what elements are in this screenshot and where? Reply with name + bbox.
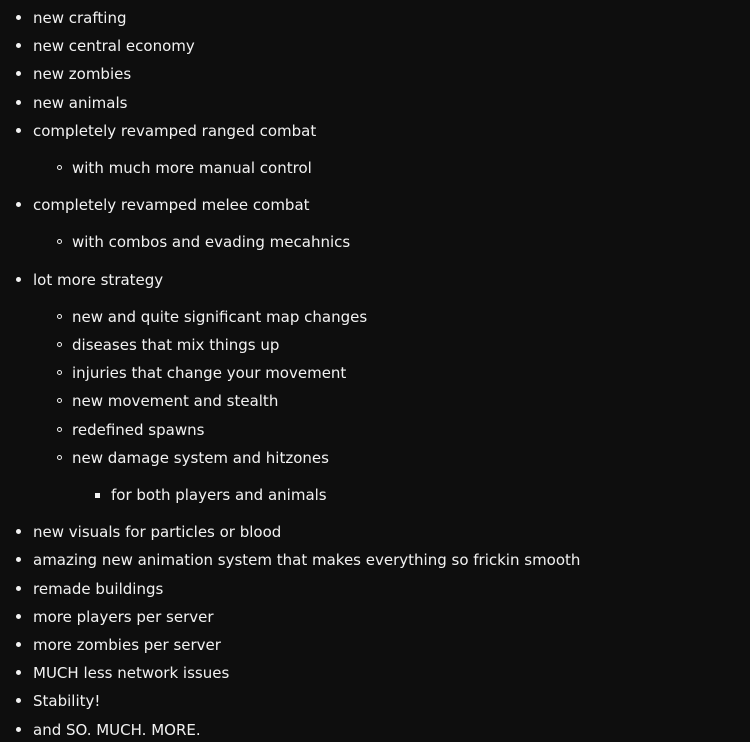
bullet-disc-icon [16, 202, 21, 207]
list-item [0, 716, 750, 742]
bullet-disc-icon [16, 614, 21, 619]
list-item-label: Stability! [33, 692, 101, 711]
list-item [0, 575, 750, 603]
bullet-disc-icon [16, 71, 21, 76]
list-item [0, 546, 750, 574]
bullet-circle-icon [57, 370, 62, 375]
list-item-label: new central economy [33, 37, 195, 56]
list-item-label: new crafting [33, 9, 127, 27]
sub-list-item [33, 444, 750, 509]
sub-list-item-label: new damage system and hitzones [72, 448, 329, 467]
list-item [0, 117, 750, 182]
list-item [0, 518, 750, 546]
bullet-disc-icon [16, 100, 21, 105]
list-item [0, 603, 750, 631]
feature-list [0, 4, 750, 742]
sub-list-item [33, 416, 750, 444]
bullet-disc-icon [16, 642, 21, 647]
list-item [0, 32, 750, 60]
list-item [0, 60, 750, 88]
list-item-label: new animals [33, 93, 128, 112]
sub-sub-list [72, 481, 750, 509]
bullet-disc-icon [16, 557, 21, 562]
sub-list-item-label: with combos and evading mecahnics [72, 233, 351, 252]
sub-list-item-label: with much more manual control [72, 159, 312, 178]
list-item [0, 4, 750, 32]
sub-list-item [33, 331, 750, 359]
bullet-disc-icon [16, 670, 21, 675]
bullet-circle-icon [57, 239, 62, 244]
bullet-disc-icon [16, 15, 21, 20]
list-item [0, 191, 750, 256]
sub-list-item-label: new movement and stealth [72, 392, 279, 411]
list-item-label: more zombies per server [33, 636, 221, 655]
sub-sub-list-item-label: for both players and animals [111, 486, 327, 505]
sub-list-item-label: new and quite significant map changes [72, 307, 368, 326]
sub-list-item-label: redefined spawns [72, 420, 205, 439]
sub-list [33, 228, 750, 256]
list-item-label: amazing new animation system that makes everything so frickin smooth [33, 551, 581, 570]
sub-list [33, 303, 750, 509]
bullet-circle-icon [57, 398, 62, 403]
list-item-label: MUCH less network issues [33, 664, 230, 683]
bullet-disc-icon [16, 586, 21, 591]
list-item [0, 659, 750, 687]
bullet-circle-icon [57, 314, 62, 319]
sub-list-item [33, 228, 750, 256]
bullet-circle-icon [57, 342, 62, 347]
bullet-disc-icon [16, 698, 21, 703]
bullet-disc-icon [16, 128, 21, 133]
bullet-square-icon [95, 493, 100, 498]
sub-list-item [33, 387, 750, 415]
list-item-label: lot more strategy [33, 270, 164, 289]
list-item [0, 687, 750, 715]
list-item [0, 266, 750, 510]
list-item-label: completely revamped melee combat [33, 196, 310, 215]
bullet-circle-icon [57, 427, 62, 432]
bullet-disc-icon [16, 529, 21, 534]
list-item-label: remade buildings [33, 579, 164, 598]
list-item-label: new zombies [33, 65, 132, 84]
sub-list-item-label: diseases that mix things up [72, 336, 280, 355]
list-item-label: more players per server [33, 607, 214, 626]
bullet-circle-icon [57, 455, 62, 460]
list-item-label: and SO. MUCH. MORE. [33, 720, 201, 739]
sub-sub-list-item [72, 481, 750, 509]
sub-list-item [33, 154, 750, 182]
bullet-disc-icon [16, 277, 21, 282]
sub-list-item-label: injuries that change your movement [72, 364, 347, 383]
sub-list-item [33, 359, 750, 387]
list-item [0, 631, 750, 659]
sub-list [33, 154, 750, 182]
list-item-label: completely revamped ranged combat [33, 121, 317, 140]
list-item [0, 89, 750, 117]
list-item-label: new visuals for particles or blood [33, 523, 282, 542]
sub-list-item [33, 303, 750, 331]
bullet-disc-icon [16, 727, 21, 732]
bullet-disc-icon [16, 43, 21, 48]
bullet-circle-icon [57, 165, 62, 170]
